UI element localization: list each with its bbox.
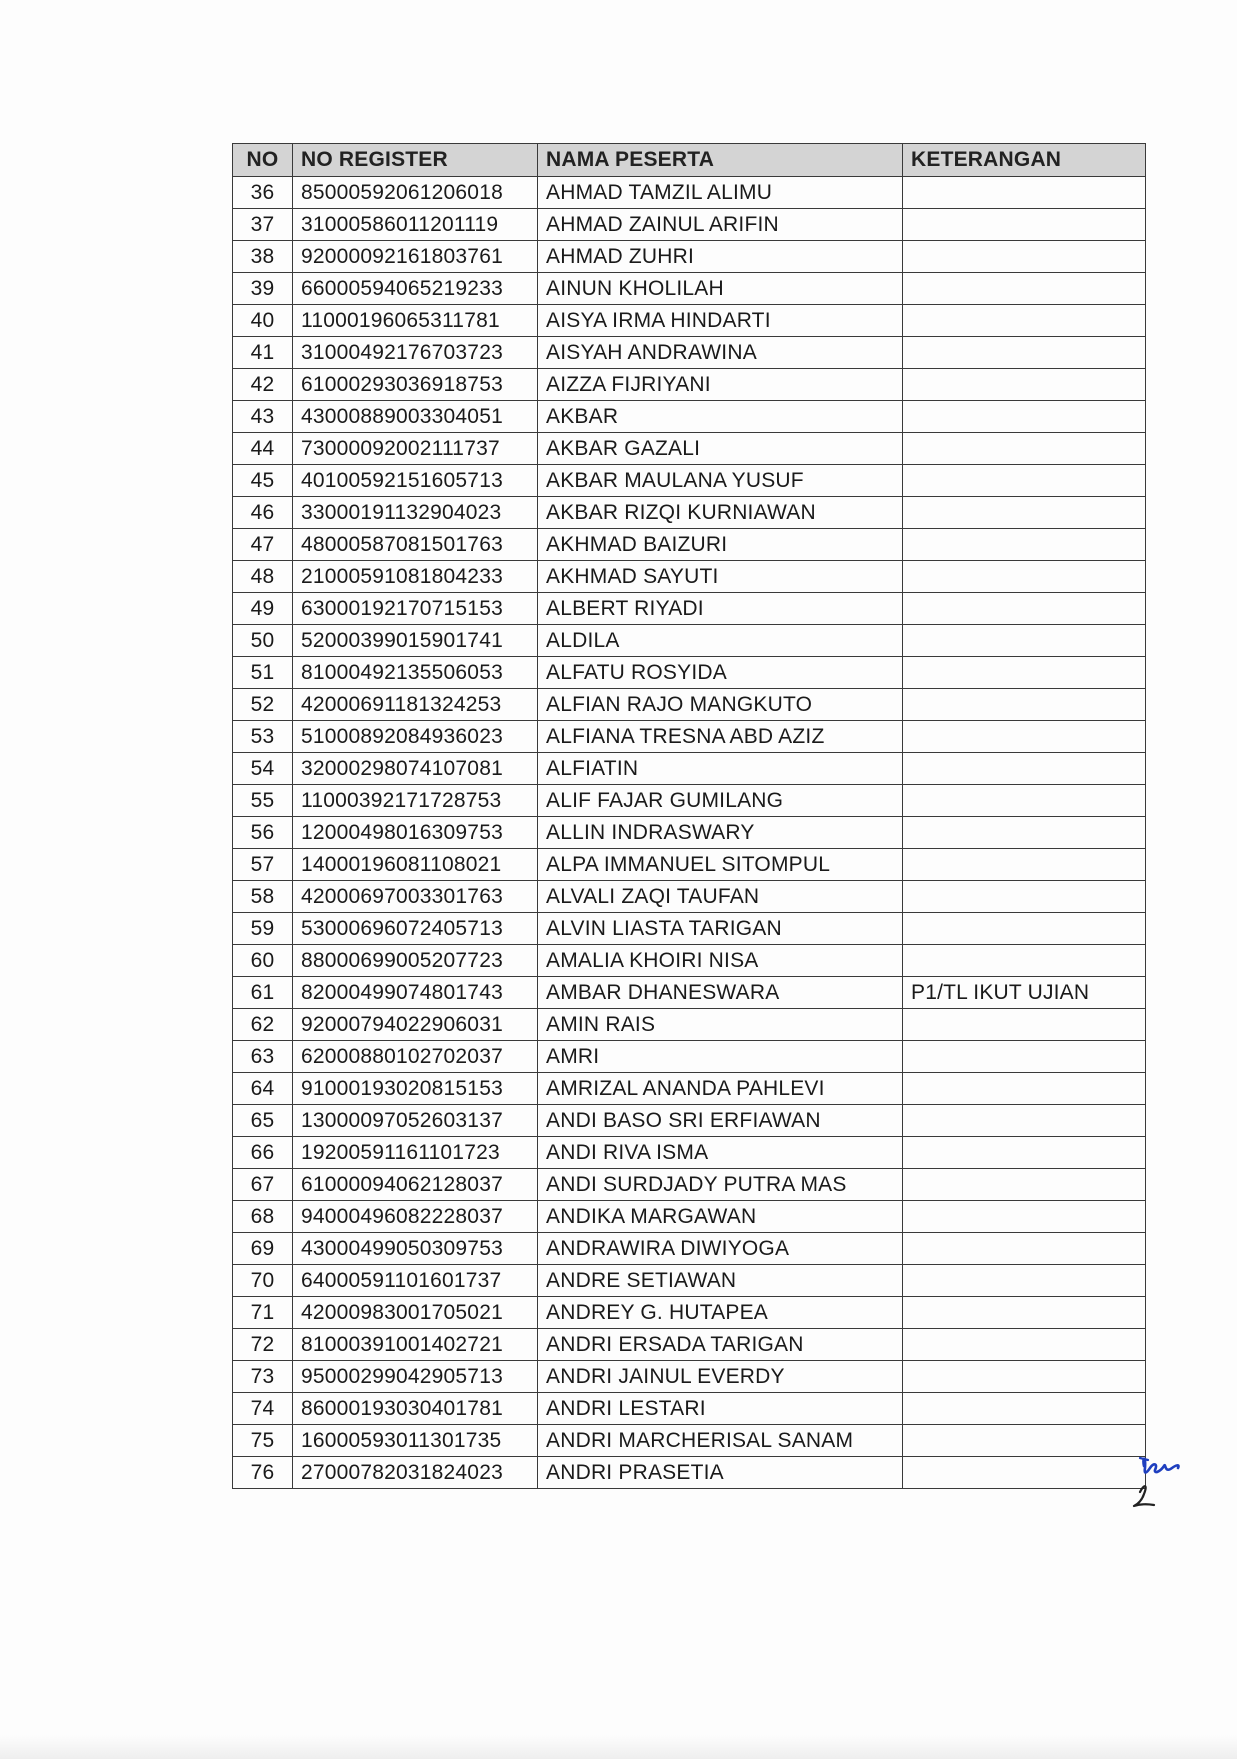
row-note <box>903 1265 1146 1297</box>
table-row <box>233 753 1146 785</box>
row-note <box>903 1073 1146 1105</box>
row-name: ALVALI ZAQI TAUFAN <box>538 881 903 913</box>
row-note <box>903 1169 1146 1201</box>
row-note <box>903 561 1146 593</box>
row-no: 72 <box>233 1329 293 1361</box>
row-register: 12000498016309753 <box>293 817 538 849</box>
row-note <box>903 241 1146 273</box>
row-register: 42000691181324253 <box>293 689 538 721</box>
row-register: 31000586011201119 <box>293 209 538 241</box>
row-note <box>903 1329 1146 1361</box>
table-row <box>233 177 1146 209</box>
table-row <box>233 305 1146 337</box>
table-row <box>233 1457 1146 1489</box>
header-note: KETERANGAN <box>903 144 1146 177</box>
row-no: 57 <box>233 849 293 881</box>
row-no: 41 <box>233 337 293 369</box>
row-no: 53 <box>233 721 293 753</box>
row-note <box>903 1361 1146 1393</box>
table-body <box>233 177 1146 1489</box>
row-register: 66000594065219233 <box>293 273 538 305</box>
row-note <box>903 753 1146 785</box>
row-no: 71 <box>233 1297 293 1329</box>
row-register: 14000196081108021 <box>293 849 538 881</box>
row-name: AKHMAD BAIZURI <box>538 529 903 561</box>
row-no: 54 <box>233 753 293 785</box>
row-no: 67 <box>233 1169 293 1201</box>
header-no: NO <box>233 144 293 177</box>
table-row <box>233 1041 1146 1073</box>
row-name: AMBAR DHANESWARA <box>538 977 903 1009</box>
handwritten-initials <box>1120 1448 1200 1518</box>
row-name: ALFATU ROSYIDA <box>538 657 903 689</box>
table-header-row <box>233 144 1146 177</box>
row-no: 61 <box>233 977 293 1009</box>
row-no: 62 <box>233 1009 293 1041</box>
header-name: NAMA PESERTA <box>538 144 903 177</box>
row-note <box>903 657 1146 689</box>
row-register: 95000299042905713 <box>293 1361 538 1393</box>
row-no: 37 <box>233 209 293 241</box>
row-name: ANDRI LESTARI <box>538 1393 903 1425</box>
table-row <box>233 817 1146 849</box>
row-no: 52 <box>233 689 293 721</box>
row-note <box>903 465 1146 497</box>
participant-table <box>232 143 1146 1489</box>
row-register: 43000499050309753 <box>293 1233 538 1265</box>
row-name: AMIN RAIS <box>538 1009 903 1041</box>
table-row <box>233 1073 1146 1105</box>
row-no: 65 <box>233 1105 293 1137</box>
row-name: AKBAR MAULANA YUSUF <box>538 465 903 497</box>
row-register: 52000399015901741 <box>293 625 538 657</box>
table-row <box>233 1297 1146 1329</box>
row-name: AMRIZAL ANANDA PAHLEVI <box>538 1073 903 1105</box>
row-name: AHMAD ZUHRI <box>538 241 903 273</box>
row-no: 36 <box>233 177 293 209</box>
row-register: 19200591161101723 <box>293 1137 538 1169</box>
table-row <box>233 881 1146 913</box>
row-note <box>903 401 1146 433</box>
row-note: P1/TL IKUT UJIAN <box>903 977 1146 1009</box>
row-name: ALDILA <box>538 625 903 657</box>
row-name: ANDRI PRASETIA <box>538 1457 903 1489</box>
row-name: ANDI BASO SRI ERFIAWAN <box>538 1105 903 1137</box>
row-register: 33000191132904023 <box>293 497 538 529</box>
table-row <box>233 1329 1146 1361</box>
row-note <box>903 1201 1146 1233</box>
row-no: 48 <box>233 561 293 593</box>
row-register: 31000492176703723 <box>293 337 538 369</box>
row-register: 82000499074801743 <box>293 977 538 1009</box>
table-row <box>233 433 1146 465</box>
row-register: 85000592061206018 <box>293 177 538 209</box>
row-name: AISYAH ANDRAWINA <box>538 337 903 369</box>
row-note <box>903 1425 1146 1457</box>
table-row <box>233 1265 1146 1297</box>
row-name: AKBAR GAZALI <box>538 433 903 465</box>
row-register: 32000298074107081 <box>293 753 538 785</box>
row-name: ANDIKA MARGAWAN <box>538 1201 903 1233</box>
table-row <box>233 1425 1146 1457</box>
table-row <box>233 209 1146 241</box>
row-note <box>903 305 1146 337</box>
row-name: AHMAD TAMZIL ALIMU <box>538 177 903 209</box>
row-note <box>903 1009 1146 1041</box>
table-row <box>233 561 1146 593</box>
row-no: 68 <box>233 1201 293 1233</box>
row-name: ALFIANA TRESNA ABD AZIZ <box>538 721 903 753</box>
row-no: 64 <box>233 1073 293 1105</box>
row-note <box>903 625 1146 657</box>
row-name: ANDREY G. HUTAPEA <box>538 1297 903 1329</box>
row-note <box>903 913 1146 945</box>
row-note <box>903 337 1146 369</box>
row-no: 49 <box>233 593 293 625</box>
row-note <box>903 721 1146 753</box>
table-row <box>233 273 1146 305</box>
table-row <box>233 337 1146 369</box>
table-row <box>233 1169 1146 1201</box>
row-no: 63 <box>233 1041 293 1073</box>
row-note <box>903 529 1146 561</box>
row-no: 46 <box>233 497 293 529</box>
row-register: 21000591081804233 <box>293 561 538 593</box>
header-register: NO REGISTER <box>293 144 538 177</box>
row-name: AMALIA KHOIRI NISA <box>538 945 903 977</box>
row-register: 81000492135506053 <box>293 657 538 689</box>
row-register: 88000699005207723 <box>293 945 538 977</box>
row-note <box>903 817 1146 849</box>
row-name: AHMAD ZAINUL ARIFIN <box>538 209 903 241</box>
row-no: 75 <box>233 1425 293 1457</box>
table-row <box>233 1233 1146 1265</box>
table-row <box>233 625 1146 657</box>
row-register: 42000697003301763 <box>293 881 538 913</box>
row-no: 76 <box>233 1457 293 1489</box>
row-register: 91000193020815153 <box>293 1073 538 1105</box>
row-note <box>903 1393 1146 1425</box>
table-row <box>233 945 1146 977</box>
row-note <box>903 1233 1146 1265</box>
row-name: AKHMAD SAYUTI <box>538 561 903 593</box>
table-row <box>233 465 1146 497</box>
row-register: 42000983001705021 <box>293 1297 538 1329</box>
table-row <box>233 721 1146 753</box>
table-row <box>233 1105 1146 1137</box>
table-row <box>233 1201 1146 1233</box>
row-note <box>903 849 1146 881</box>
row-register: 16000593011301735 <box>293 1425 538 1457</box>
row-name: ANDRE SETIAWAN <box>538 1265 903 1297</box>
row-register: 51000892084936023 <box>293 721 538 753</box>
table-row <box>233 977 1146 1009</box>
row-register: 81000391001402721 <box>293 1329 538 1361</box>
row-note <box>903 497 1146 529</box>
row-register: 61000094062128037 <box>293 1169 538 1201</box>
row-name: AIZZA FIJRIYANI <box>538 369 903 401</box>
table-row <box>233 1137 1146 1169</box>
row-no: 74 <box>233 1393 293 1425</box>
row-name: ALLIN INDRASWARY <box>538 817 903 849</box>
table-row <box>233 529 1146 561</box>
row-name: ANDRI ERSADA TARIGAN <box>538 1329 903 1361</box>
table-row <box>233 1393 1146 1425</box>
row-no: 58 <box>233 881 293 913</box>
row-no: 69 <box>233 1233 293 1265</box>
row-no: 38 <box>233 241 293 273</box>
row-no: 59 <box>233 913 293 945</box>
row-name: ALVIN LIASTA TARIGAN <box>538 913 903 945</box>
row-name: ANDI SURDJADY PUTRA MAS <box>538 1169 903 1201</box>
row-note <box>903 593 1146 625</box>
table-row <box>233 593 1146 625</box>
row-note <box>903 689 1146 721</box>
row-no: 47 <box>233 529 293 561</box>
table-row <box>233 1361 1146 1393</box>
row-name: AISYA IRMA HINDARTI <box>538 305 903 337</box>
row-name: AKBAR <box>538 401 903 433</box>
row-no: 66 <box>233 1137 293 1169</box>
row-note <box>903 369 1146 401</box>
row-name: AKBAR RIZQI KURNIAWAN <box>538 497 903 529</box>
row-name: ANDRAWIRA DIWIYOGA <box>538 1233 903 1265</box>
row-note <box>903 273 1146 305</box>
row-register: 63000192170715153 <box>293 593 538 625</box>
row-register: 27000782031824023 <box>293 1457 538 1489</box>
row-note <box>903 209 1146 241</box>
row-note <box>903 1457 1146 1489</box>
row-no: 73 <box>233 1361 293 1393</box>
row-name: AMRI <box>538 1041 903 1073</box>
row-name: ALIF FAJAR GUMILANG <box>538 785 903 817</box>
row-register: 11000392171728753 <box>293 785 538 817</box>
row-note <box>903 881 1146 913</box>
row-register: 40100592151605713 <box>293 465 538 497</box>
row-register: 92000092161803761 <box>293 241 538 273</box>
row-no: 70 <box>233 1265 293 1297</box>
row-name: ANDRI MARCHERISAL SANAM <box>538 1425 903 1457</box>
row-register: 11000196065311781 <box>293 305 538 337</box>
row-register: 43000889003304051 <box>293 401 538 433</box>
table-row <box>233 241 1146 273</box>
row-no: 43 <box>233 401 293 433</box>
row-note <box>903 945 1146 977</box>
row-no: 40 <box>233 305 293 337</box>
row-no: 39 <box>233 273 293 305</box>
table-row <box>233 497 1146 529</box>
scan-edge <box>0 1735 1237 1759</box>
row-note <box>903 1137 1146 1169</box>
row-no: 51 <box>233 657 293 689</box>
row-register: 86000193030401781 <box>293 1393 538 1425</box>
row-no: 42 <box>233 369 293 401</box>
row-note <box>903 785 1146 817</box>
row-register: 73000092002111737 <box>293 433 538 465</box>
table-row <box>233 913 1146 945</box>
row-no: 60 <box>233 945 293 977</box>
row-register: 64000591101601737 <box>293 1265 538 1297</box>
row-note <box>903 1105 1146 1137</box>
row-note <box>903 433 1146 465</box>
row-no: 50 <box>233 625 293 657</box>
table-row <box>233 849 1146 881</box>
row-name: ANDRI JAINUL EVERDY <box>538 1361 903 1393</box>
row-no: 56 <box>233 817 293 849</box>
row-register: 92000794022906031 <box>293 1009 538 1041</box>
row-no: 45 <box>233 465 293 497</box>
table-row <box>233 1009 1146 1041</box>
row-register: 94000496082228037 <box>293 1201 538 1233</box>
row-note <box>903 177 1146 209</box>
table-row <box>233 657 1146 689</box>
table-row <box>233 689 1146 721</box>
row-name: ANDI RIVA ISMA <box>538 1137 903 1169</box>
row-name: ALFIAN RAJO MANGKUTO <box>538 689 903 721</box>
table-row <box>233 369 1146 401</box>
row-register: 61000293036918753 <box>293 369 538 401</box>
row-name: AINUN KHOLILAH <box>538 273 903 305</box>
row-register: 53000696072405713 <box>293 913 538 945</box>
row-register: 62000880102702037 <box>293 1041 538 1073</box>
table-row <box>233 785 1146 817</box>
row-no: 55 <box>233 785 293 817</box>
table-row <box>233 401 1146 433</box>
row-name: ALBERT RIYADI <box>538 593 903 625</box>
row-name: ALFIATIN <box>538 753 903 785</box>
row-note <box>903 1041 1146 1073</box>
row-register: 13000097052603137 <box>293 1105 538 1137</box>
row-name: ALPA IMMANUEL SITOMPUL <box>538 849 903 881</box>
row-note <box>903 1297 1146 1329</box>
row-no: 44 <box>233 433 293 465</box>
row-register: 48000587081501763 <box>293 529 538 561</box>
